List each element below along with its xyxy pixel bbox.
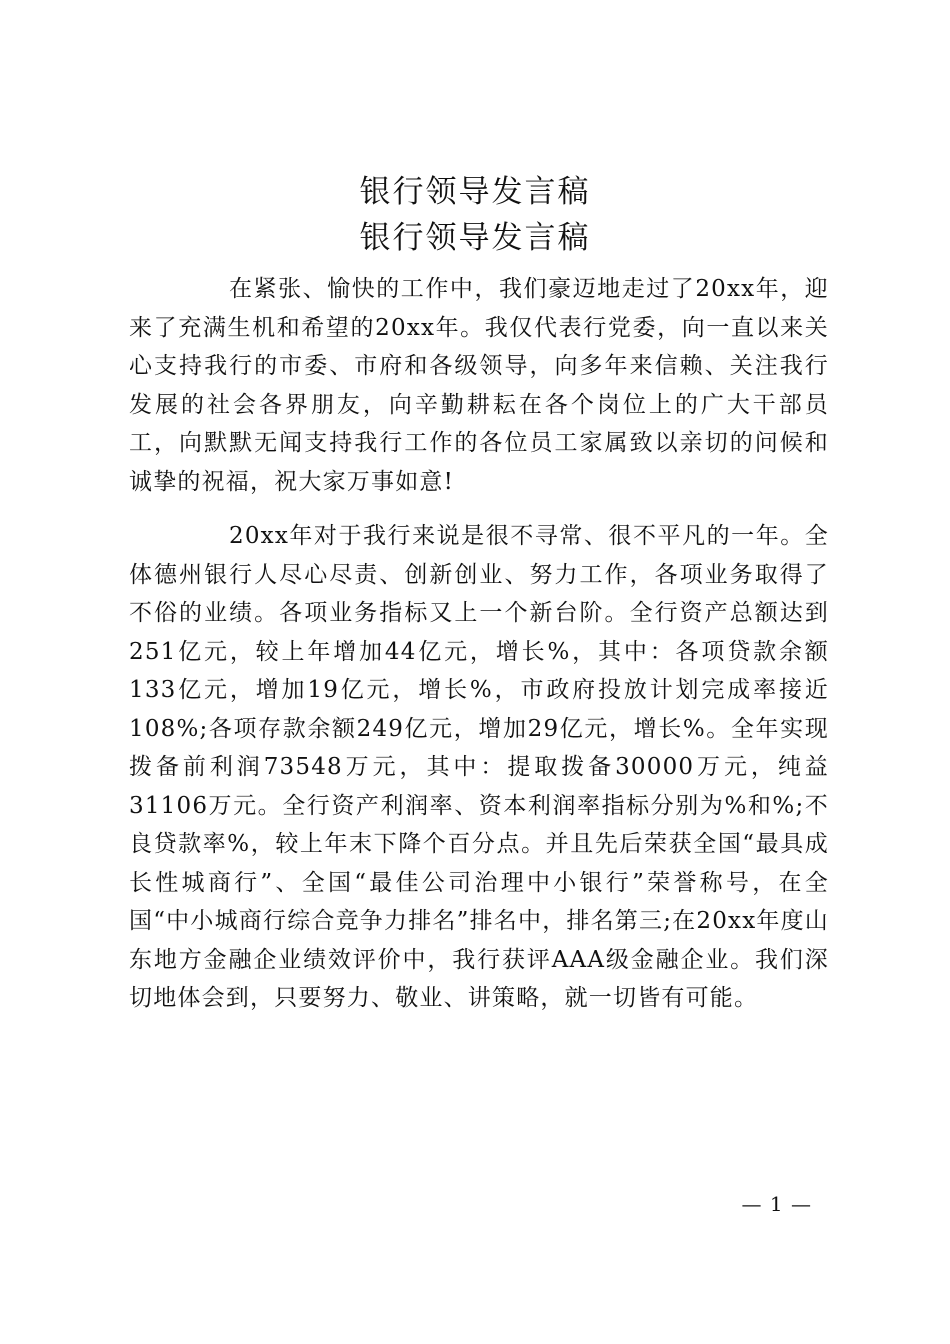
document-body xyxy=(129,270,829,1018)
document-title: 银行领导发言稿 xyxy=(359,174,591,210)
paragraph-performance: 20xx年对于我行来说是很不寻常、很不平凡的一年。全体德州银行人尽心尽责、创新创业、努力工作，各项业务取得了不俗的业绩。各项业务指标又上一个新台阶。全行资产总额达到251亿元，较上年增加44亿元，增长%，其中：各项贷款余额133亿元，增加19亿元，增长%，市政府投放计划完成率接近108%;各项存款余额249亿元，增加29亿元，增长%。全年实现拨备前利润73548万元，其中：提取拨备30000万元，纯益31106万元。全行资产利润率、资本利润率指标分别为%和%;不良贷款率%，较上年末下降个百分点。并且先后荣获全国“最具成长性城商行”、全国“最佳公司治理中小银行”荣誉称号，在全国“中小城商行综合竞争力排名”排名中，排名第三;在20xx年度山东地方金融企业绩效评价中，我行获评AAA级金融企业。我们深切地体会到，只要努力、敬业、讲策略，就一切皆有可能。 xyxy=(129,523,829,1011)
page-number: — 1 — xyxy=(741,1192,812,1216)
paragraph-greeting: 在紧张、愉快的工作中，我们豪迈地走过了20xx年，迎来了充满生机和希望的20xx年。我仅代表行党委，向一直以来关心支持我行的市委、市府和各级领导，向多年来信赖、关注我行发展的社会各界朋友，向辛勤耕耘在各个岗位上的广大干部员工，向默默无闻支持我行工作的各位员工家属致以亲切的问候和诚挚的祝福，祝大家万事如意! xyxy=(129,276,829,495)
document-subtitle: 银行领导发言稿 xyxy=(359,220,591,256)
